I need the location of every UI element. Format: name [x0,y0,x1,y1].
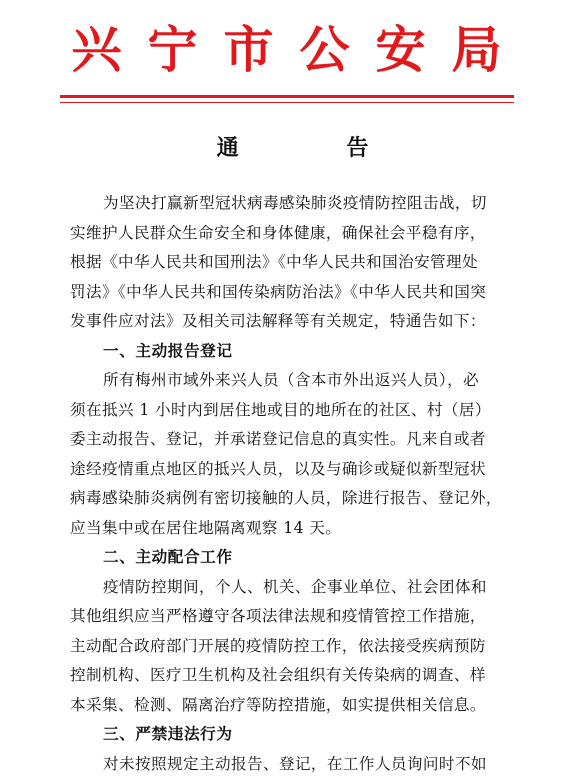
paragraph-line: 须在抵兴 1 小时内到居住地或目的地所在的社区、村（居） [70,396,518,426]
paragraph-line: 对未按照规定主动报告、登记，在工作人员询问时不如 [70,750,518,779]
paragraph-line: 发事件应对法》及相关司法解释等有关规定，特通告如下： [70,307,518,337]
section-heading-cooperate: 二、主动配合工作 [70,543,518,573]
header-rule-thick [60,95,514,98]
paragraph-line: 其他组织应当严格遵守各项法律法规和疫情管控工作措施， [70,602,518,632]
paragraph-line: 为坚决打赢新型冠状病毒感染肺炎疫情防控阻击战，切 [70,189,518,219]
section-heading-report: 一、主动报告登记 [70,337,518,367]
paragraph-line: 主动配合政府部门开展的疫情防控工作，依法接受疾病预防 [70,632,518,662]
header-rule-thin [60,102,514,103]
paragraph-line: 实维护人民群众生命安全和身体健康，确保社会平稳有序， [70,219,518,249]
section-heading-prohibit: 三、严禁违法行为 [70,720,518,750]
paragraph-line: 控制机构、医疗卫生机构及社会组织有关传染病的调查、样 [70,661,518,691]
paragraph-line: 病毒感染肺炎病例有密切接触的人员，除进行报告、登记外， [70,484,518,514]
notice-title: 通 告 [0,134,585,164]
agency-header: 兴宁市公安局 [0,18,585,82]
paragraph-line: 罚法》《中华人民共和国传染病防治法》《中华人民共和国突 [70,278,518,308]
paragraph-line: 疫情防控期间，个人、机关、企事业单位、社会团体和 [70,573,518,603]
paragraph-line: 途经疫情重点地区的抵兴人员，以及与确诊或疑似新型冠状 [70,455,518,485]
paragraph-line: 应当集中或在居住地隔离观察 14 天。 [70,514,518,544]
paragraph-line: 所有梅州市域外来兴人员（含本市外出返兴人员），必 [70,366,518,396]
paragraph-line: 委主动报告、登记，并承诺登记信息的真实性。凡来自或者 [70,425,518,455]
paragraph-line: 根据《中华人民共和国刑法》《中华人民共和国治安管理处 [70,248,518,278]
paragraph-line: 本采集、检测、隔离治疗等防控措施，如实提供相关信息。 [70,691,518,721]
notice-body [70,189,518,779]
